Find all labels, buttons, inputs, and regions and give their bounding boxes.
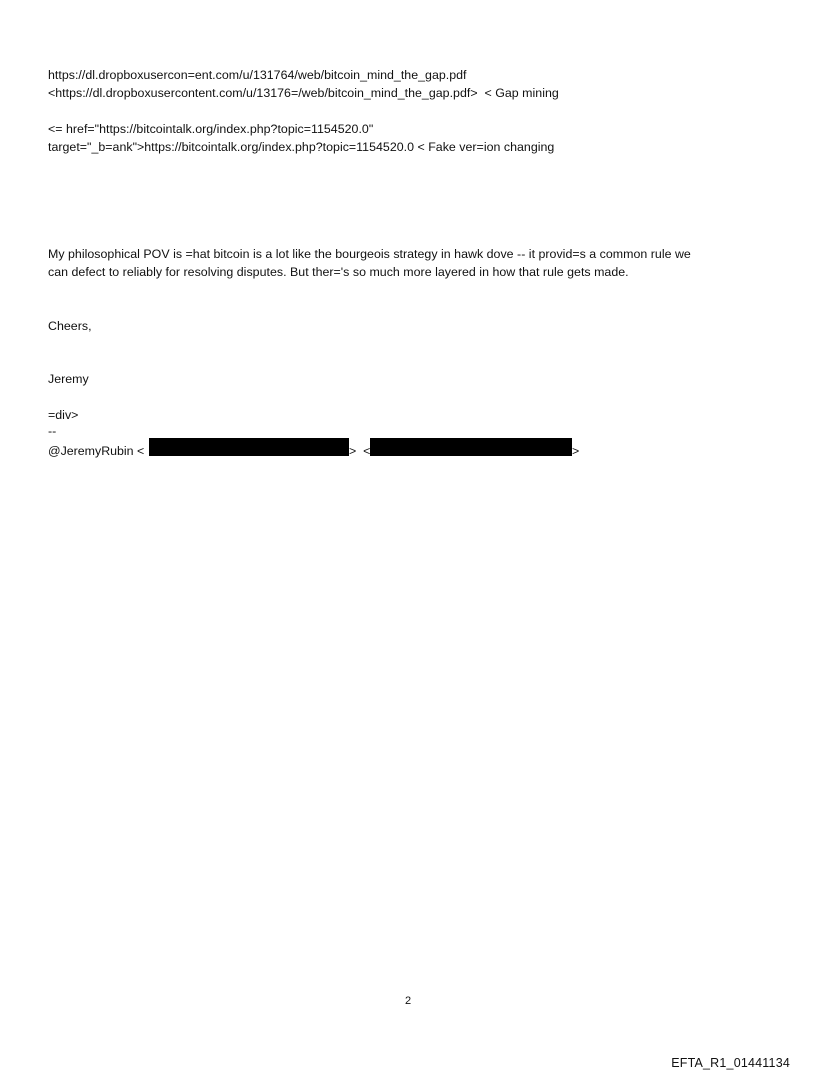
redaction-box-2 [370,438,572,456]
signature-name: Jeremy [48,372,89,386]
redaction-box-1 [149,438,349,456]
closing-cheers: Cheers, [48,319,92,333]
page-number: 2 [404,995,412,1007]
document-id: EFTA_R1_01441134 [671,1056,790,1070]
body-line-philosophy-1: My philosophical POV is =hat bitcoin is a lot like the bourgeois strategy in hawk dove -- it provid=s a common rule we [48,247,691,261]
signature-separator-fragment: > < [349,444,371,458]
body-line-philosophy-2: can defect to reliably for resolving disputes. But ther='s so much more layered in how that rule gets made. [48,265,629,279]
signature-handle: @JeremyRubin < [48,444,145,458]
body-line-dropbox-url: https://dl.dropboxusercon=ent.com/u/131764/web/bitcoin_mind_the_gap.pdf [48,68,467,82]
body-line-dropbox-link: <https://dl.dropboxusercontent.com/u/13176=/web/bitcoin_mind_the_gap.pdf> < Gap mining [48,86,559,100]
signature-end-fragment: > [572,444,580,458]
body-line-div-tag: =div> [48,408,79,422]
body-line-bitcointalk-link: target="_b=ank">https://bitcointalk.org/index.php?topic=1154520.0 < Fake ver=ion changing [48,140,555,154]
body-line-href: <= href="https://bitcointalk.org/index.php?topic=1154520.0" [48,122,374,136]
signature-separator: -- [48,424,57,438]
